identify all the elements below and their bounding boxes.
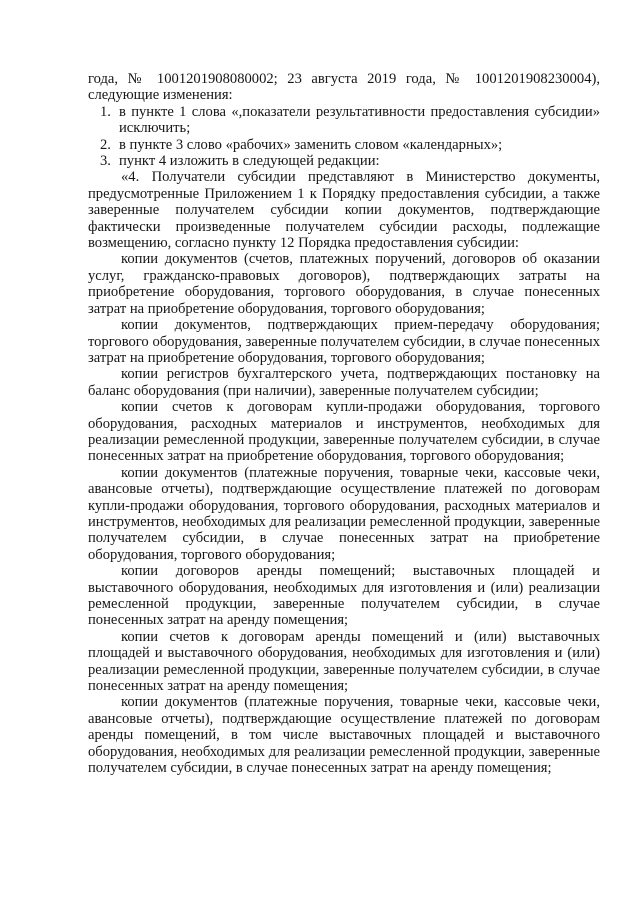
paragraph-item: копии счетов к договорам купли-продажи оборудования, торгового оборудования, расходных материалов и инструментов, необходимых для реализации ремесленной продукции, заверенные получателем субсидии, в случае понесенных затрат на приобретение оборудования, торгового оборудования; (88, 399, 600, 465)
paragraph-item: копии документов (платежные поручения, товарные чеки, кассовые чеки, авансовые отчеты), подтверждающие осуществление платежей по договорам аренды помещений, в том числе выставочных площадей и выставочного оборудования, необходимых для реализации ремесленной продукции, заверенные получателем субсидии, в случае понесенных затрат на аренду помещения; (88, 694, 600, 777)
paragraph-point-4: «4. Получатели субсидии представляют в Министерство документы, предусмотренные Приложением 1 к Порядку предоставления субсидии, а также заверенные получателем субсидии копии документов, подтверждающие фактически произведенные получателем субсидии расходы, подлежащие возмещению, согласно пункту 12 Порядка предоставления субсидии: (88, 169, 600, 252)
list-number: 1. (100, 103, 111, 120)
paragraph-item: копии документов (платежные поручения, товарные чеки, кассовые чеки, авансовые отчеты), подтверждающие осуществление платежей по договорам купли-продажи оборудования, торгового оборудования, расходных материалов и инструментов, необходимых для реализации ремесленной продукции, заверенные получателем субсидии, в случае понесенных затрат на приобретение оборудования, торгового оборудования; (88, 464, 600, 563)
list-item-1 (88, 104, 600, 137)
list-text: пункт 4 изложить в следующей редакции: (119, 153, 380, 170)
paragraph-item: копии регистров бухгалтерского учета, подтверждающих постановку на баланс оборудования (при наличии), заверенные получателем субсидии; (88, 366, 600, 399)
paragraph-item: копии договоров аренды помещений; выставочных площадей и выставочного оборудования, необходимых для изготовления и (или) реализации ремесленной продукции, заверенные получателем субсидии, в случае понесенных затрат на аренду помещения; (88, 563, 600, 629)
paragraph-item: копии документов (счетов, платежных поручений, договоров об оказании услуг, гражданско-правовых договоров), подтверждающих затраты на приобретение оборудования, торгового оборудования, в случае понесенных затрат на приобретение оборудования, торгового оборудования; (88, 251, 600, 317)
document-body (88, 71, 600, 776)
list-text: в пункте 3 слово «рабочих» заменить словом «календарных»; (119, 136, 503, 153)
list-item-2 (88, 137, 600, 153)
list-number: 2. (100, 136, 111, 153)
paragraph-item: копии документов, подтверждающих прием-передачу оборудования; торгового оборудования, заверенные получателем субсидии, в случае понесенных затрат на приобретение оборудования, торгового оборудования; (88, 317, 600, 366)
list-text: в пункте 1 слова «,показатели результативности предоставления субсидии» исключить; (119, 103, 600, 137)
list-number: 3. (100, 153, 111, 170)
paragraph-item: копии счетов к договорам аренды помещений и (или) выставочных площадей и выставочного оборудования, необходимых для изготовления и (или) реализации ремесленной продукции, заверенные получателем субсидии, в случае понесенных затрат на аренду помещения; (88, 628, 600, 695)
paragraph-intro: года, № 1001201908080002; 23 августа 2019 года, № 1001201908230004), следующие изменения: (88, 71, 600, 104)
list-item-3 (88, 153, 600, 169)
